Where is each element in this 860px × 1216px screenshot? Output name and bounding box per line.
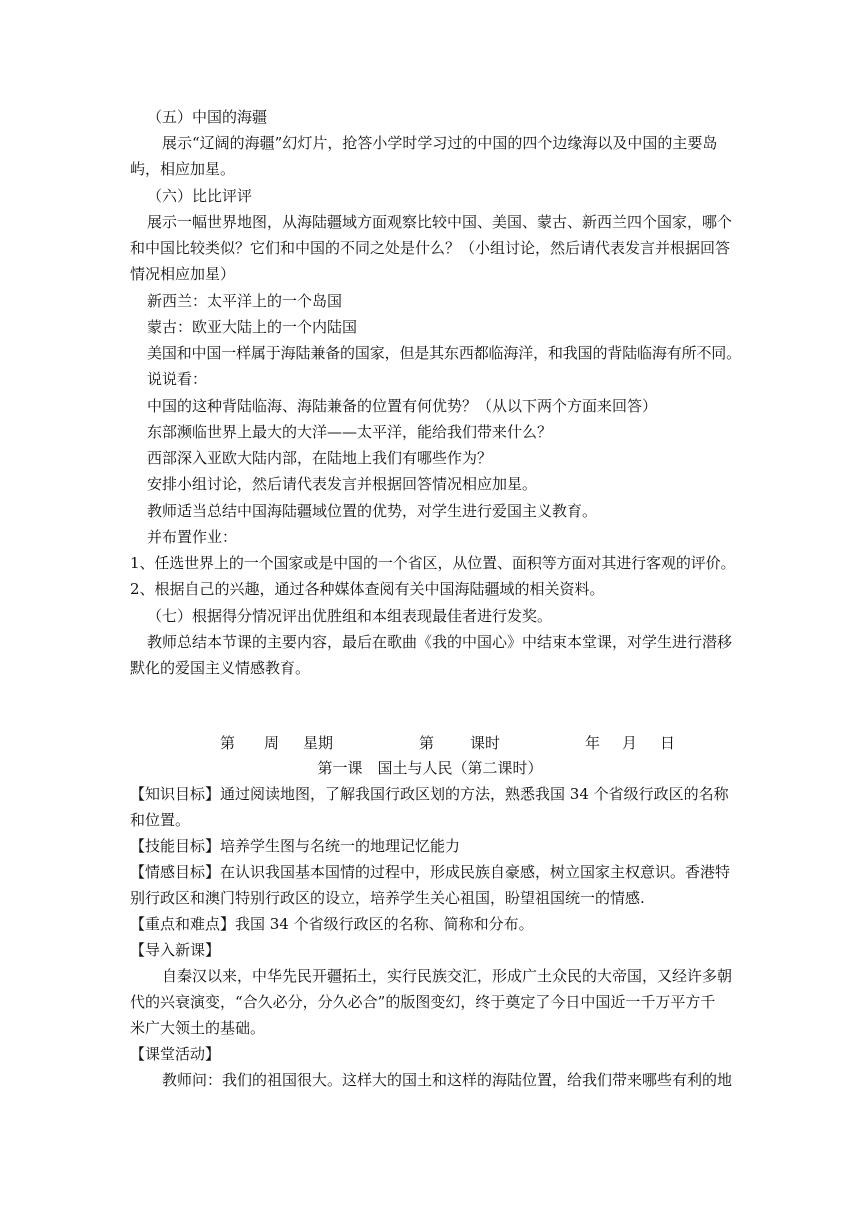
section-5-text-line-1: 展示“辽阔的海疆”幻灯片，抢答小学时学习过的中国的四个边缘海以及中国的主要岛 [162,134,718,152]
section-5-text-line-2: 屿，相应加星。 [130,160,236,178]
section-5-heading: （五）中国的海疆 [147,108,268,126]
question-1: 中国的这种背陆临海、海陆兼备的位置有何优势？（从以下两个方面来回答） [147,397,658,415]
final-line-2: 默化的爱国主义情感教育。 [130,659,311,677]
homework-heading: 并布置作业： [147,528,238,546]
final-line-1: 教师总结本节课的主要内容，最后在歌曲《我的中国心》中结束本堂课，对学生进行潜移 [147,633,733,651]
header-xingqi: 星期 [303,734,334,752]
intro-line-3: 米广大领土的基础。 [130,1019,266,1037]
header-di-2: 第 [419,734,435,752]
knowledge-goal-line-2: 和位置。 [130,811,191,829]
key-points: 【重点和难点】我国 34 个省级行政区的名称、简称和分布。 [130,915,534,933]
section-6-heading: （六）比比评评 [147,187,253,205]
teacher-summary: 教师适当总结中国海陆疆域位置的优势，对学生进行爱国主义教育。 [147,502,598,520]
header-zhou: 周 [264,734,280,752]
lesson-title: 第一课 国土与人民（第二课时） [317,759,543,777]
say-line: 说说看： [147,370,208,388]
intro-heading: 【导入新课】 [130,941,221,959]
question-3: 西部深入亚欧大陆内部，在陆地上我们有哪些作为？ [147,449,493,467]
emotion-goal-line-2: 别行政区和澳门特别行政区的设立，培养学生关心祖国，盼望祖国统一的情感. [130,889,645,907]
mongolia-line: 蒙古：欧亚大陆上的一个内陆国 [147,318,358,336]
usa-line: 美国和中国一样属于海陆兼备的国家，但是其东西都临海洋，和我国的背陆临海有所不同。 [147,344,742,362]
header-yue: 月 [622,734,638,752]
header-keshi: 课时 [470,734,501,752]
question-2: 东部濒临世界上最大的大洋——太平洋，能给我们带来什么？ [147,423,553,441]
section-6-text-line-3: 情况相应加星） [130,265,236,283]
emotion-goal-line-1: 【情感目标】在认识我国基本国情的过程中，形成民族自豪感，树立国家主权意识。香港特 [130,863,731,881]
homework-item-2: 2、根据自己的兴趣，通过各种媒体查阅有关中国海陆疆域的相关资料。 [130,580,605,598]
header-di-1: 第 [220,734,236,752]
skill-goal: 【技能目标】培养学生图与名统一的地理记忆能力 [130,837,461,855]
header-nian: 年 [585,734,601,752]
activity-line-1: 教师问：我们的祖国很大。这样大的国土和这样的海陆位置，给我们带来哪些有利的地 [162,1071,733,1089]
homework-item-1: 1、任选世界上的一个国家或是中国的一个省区，从位置、面积等方面对其进行客观的评价。 [130,554,736,572]
intro-line-1: 自秦汉以来，中华先民开疆拓土，实行民族交汇，形成广土众民的大帝国，又经许多朝 [162,967,733,985]
new-zealand-line: 新西兰：太平洋上的一个岛国 [147,292,343,310]
section-6-text-line-2: 和中国比较类似？它们和中国的不同之处是什么？（小组讨论，然后请代表发言并根据回答 [130,239,731,257]
intro-line-2: 代的兴衰演变，“合久必分，分久必合”的版图变幻，终于奠定了今日中国近一千万平方千 [130,993,716,1011]
activity-heading: 【课堂活动】 [130,1045,221,1063]
knowledge-goal-line-1: 【知识目标】通过阅读地图，了解我国行政区划的方法，熟悉我国 34 个省级行政区的名称 [130,785,729,803]
header-ri: 日 [660,734,676,752]
section-7: （七）根据得分情况评出优胜组和本组表现最佳者进行发奖。 [147,607,553,625]
section-6-text-line-1: 展示一幅世界地图，从海陆疆域方面观察比较中国、美国、蒙古、新西兰四个国家，哪个 [147,213,733,231]
arrange-discussion: 安排小组讨论，然后请代表发言并根据回答情况相应加星。 [147,475,538,493]
